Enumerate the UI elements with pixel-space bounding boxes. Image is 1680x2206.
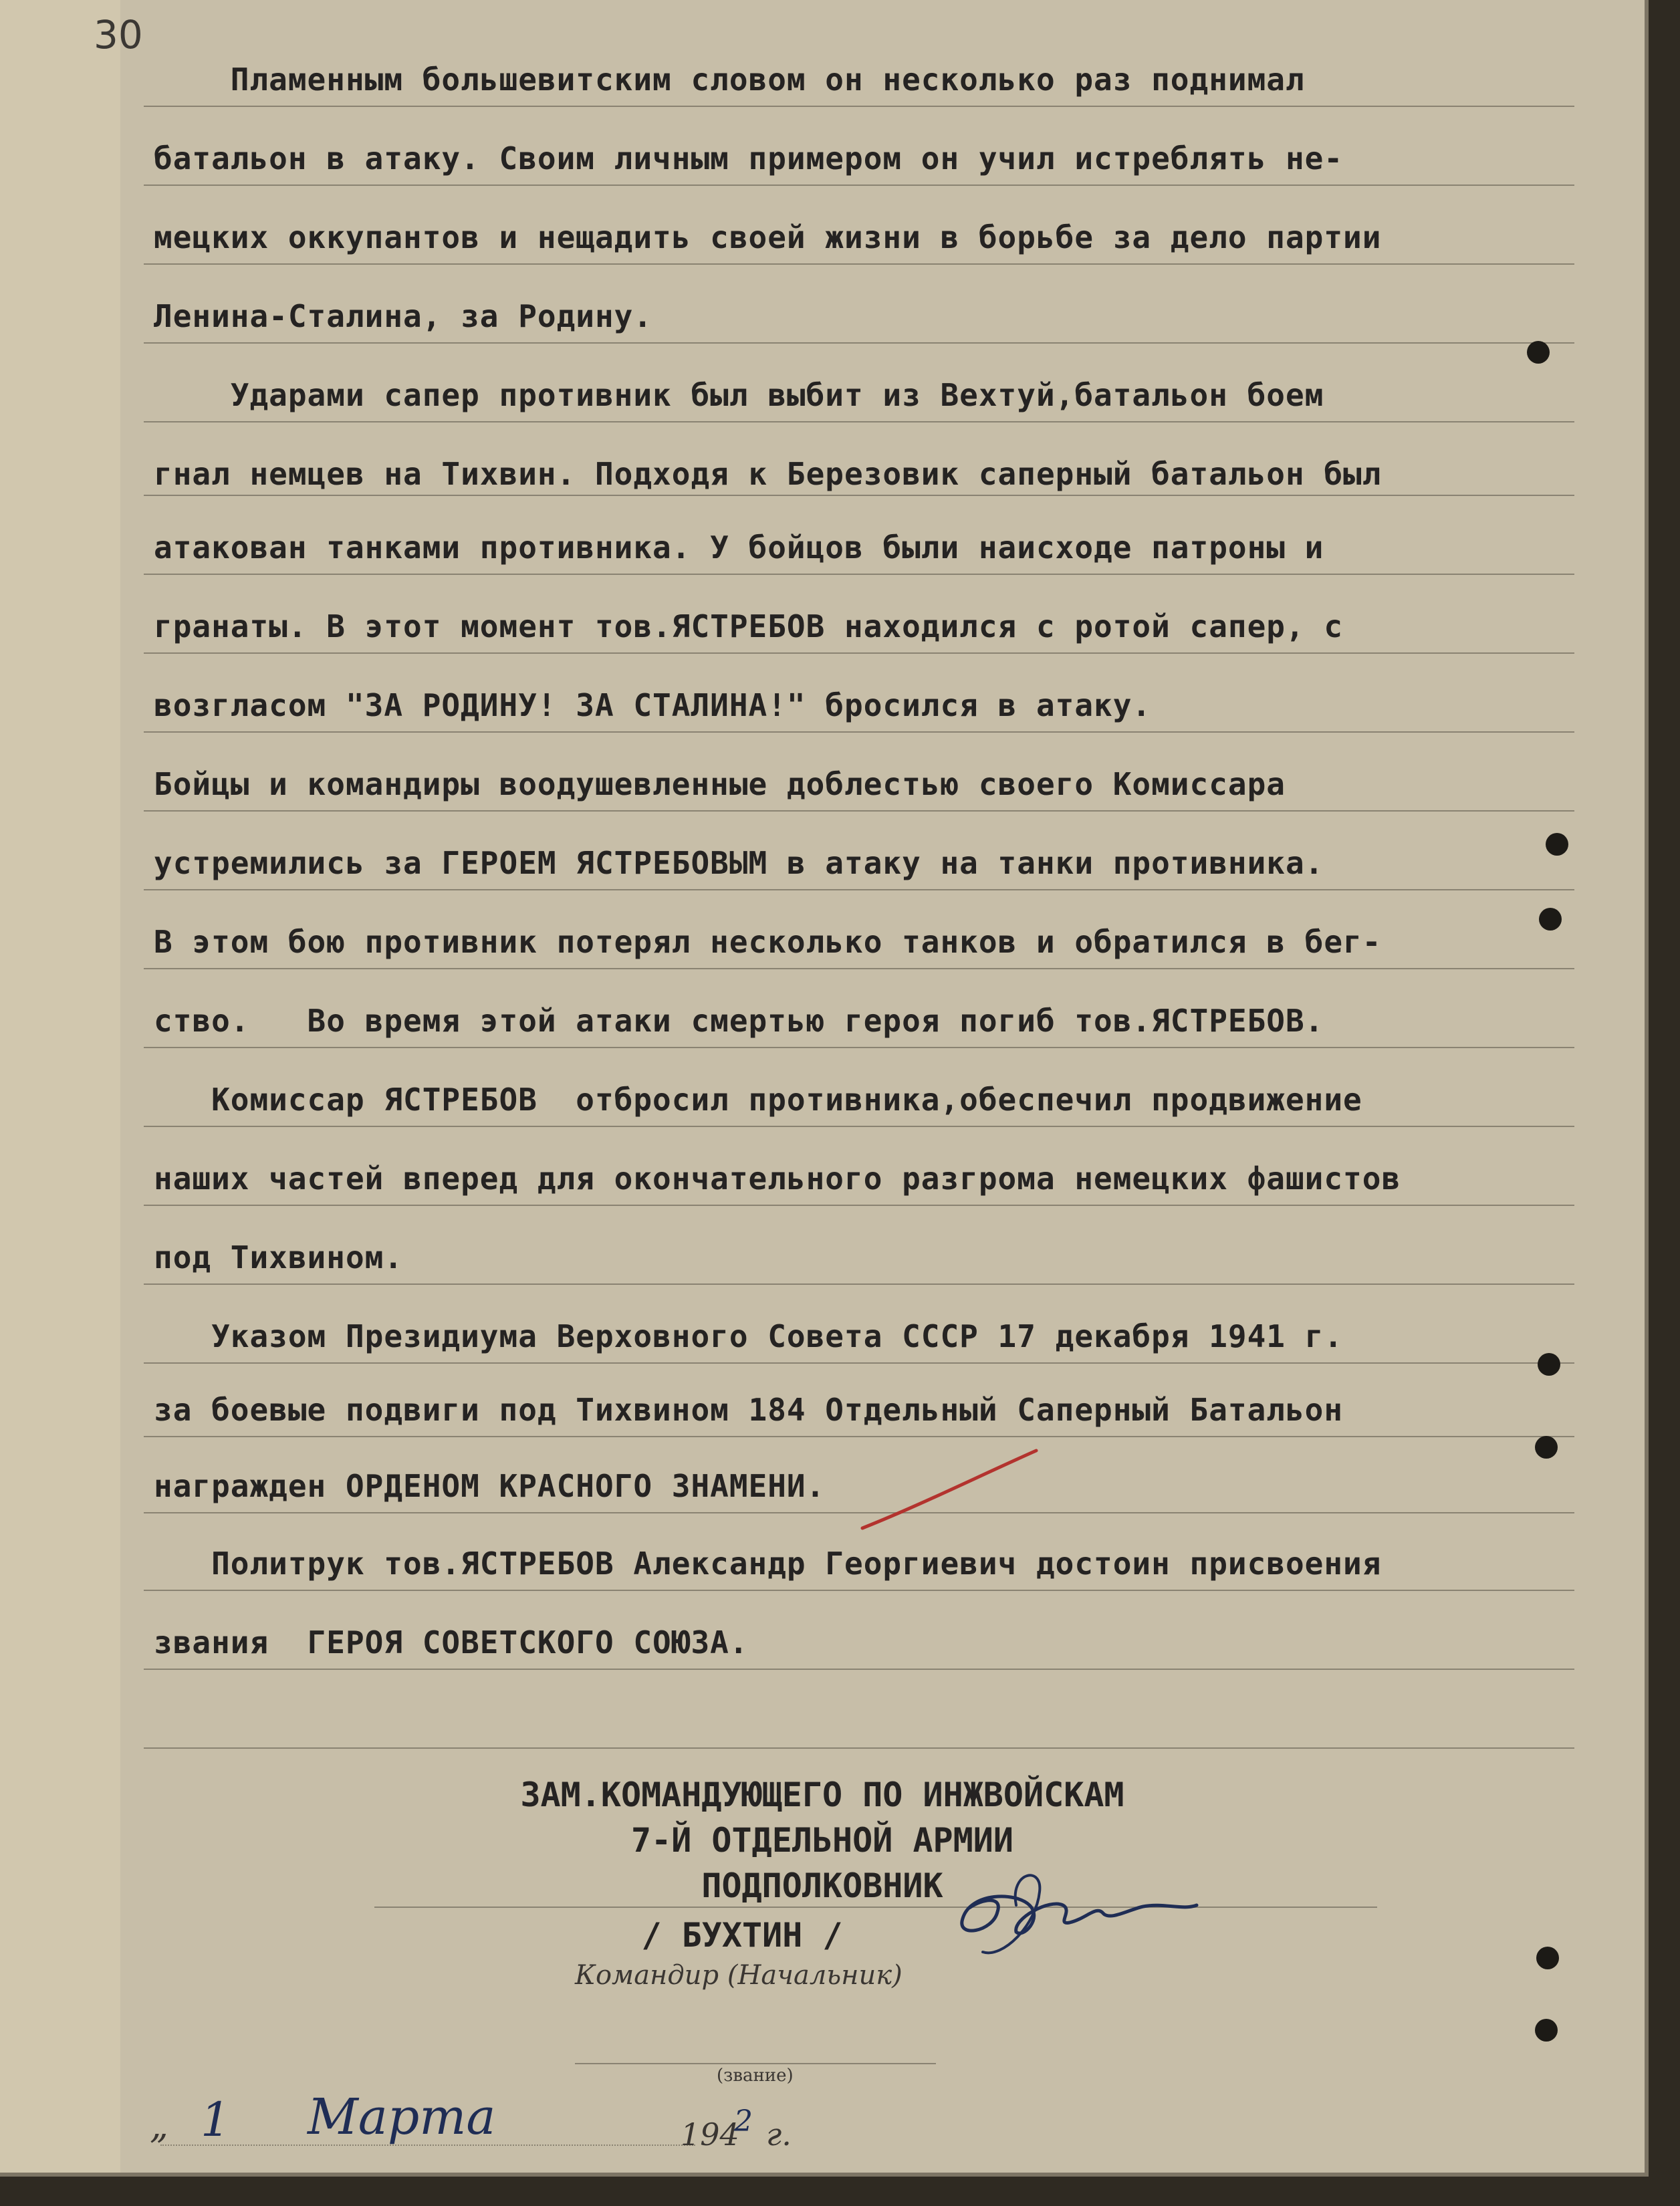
signatory-name: / БУХТИН / xyxy=(641,1916,843,1955)
text-line: за боевые подвиги под Тихвином 184 Отдельный Саперный Батальон xyxy=(154,1392,1344,1428)
red-pencil-mark xyxy=(862,1451,1036,1528)
signatory-rank: ПОДПОЛКОВНИК xyxy=(701,1866,943,1905)
punch-hole xyxy=(1536,1947,1559,1969)
punch-hole xyxy=(1527,341,1550,364)
date-year-digit: 2 xyxy=(734,2104,753,2138)
text-line: В этом бою противник потерял несколько танков и обратился в бег- xyxy=(154,924,1382,960)
text-line: наших частей вперед для окончательного разгрома немецких фашистов xyxy=(154,1160,1401,1197)
date-year-prefix: 194 xyxy=(681,2116,739,2153)
date-month: Марта xyxy=(308,2088,496,2146)
handwritten-signature xyxy=(962,1896,1197,1933)
punch-hole xyxy=(1546,833,1568,856)
rank-caption: (звание) xyxy=(717,2066,794,2086)
date-year-suffix: г. xyxy=(766,2116,792,2153)
punch-hole xyxy=(1538,1353,1560,1376)
text-line: Ленина-Сталина, за Родину. xyxy=(154,298,653,334)
text-line: Ударами сапер противник был выбит из Вехтуй,батальон боем xyxy=(154,377,1324,413)
text-line: гнал немцев на Тихвин. Подходя к Березовик саперный батальон был xyxy=(154,456,1382,492)
punch-hole xyxy=(1539,908,1562,931)
signatory-unit: 7-Й ОТДЕЛЬНОЙ АРМИИ xyxy=(631,1821,1013,1860)
text-line: возгласом "ЗА РОДИНУ! ЗА СТАЛИНА!" бросился в атаку. xyxy=(154,687,1152,723)
text-line: звания ГЕРОЯ СОВЕТСКОГО СОЮЗА. xyxy=(154,1624,749,1661)
text-line: устремились за ГЕРОЕМ ЯСТРЕБОВЫМ в атаку на танки противника. xyxy=(154,845,1324,881)
date-day: 1 xyxy=(201,2092,231,2147)
page-number: 30 xyxy=(94,12,143,57)
text-line: атакован танками противника. У бойцов были наисходе патроны и xyxy=(154,529,1324,566)
text-line: батальон в атаку. Своим личным примером он учил истреблять не- xyxy=(154,140,1344,176)
date-open-quote: „ xyxy=(150,2104,168,2147)
commander-caption: Командир (Начальник) xyxy=(575,1960,903,1991)
text-line: Указом Президиума Верховного Совета СССР 17 декабря 1941 г. xyxy=(154,1318,1344,1354)
text-line: гранаты. В этот момент тов.ЯСТРЕБОВ находился с ротой сапер, с xyxy=(154,608,1344,644)
punch-hole xyxy=(1535,2019,1558,2042)
punch-hole xyxy=(1535,1436,1558,1459)
text-line: под Тихвином. xyxy=(154,1239,404,1275)
text-line: Комиссар ЯСТРЕБОВ отбросил противника,обеспечил продвижение xyxy=(154,1082,1362,1118)
text-line: награжден ОРДЕНОМ КРАСНОГО ЗНАМЕНИ. xyxy=(154,1468,826,1504)
text-line: ство. Во время этой атаки смертью героя погиб тов.ЯСТРЕБОВ. xyxy=(154,1003,1324,1039)
text-line: мецких оккупантов и нещадить своей жизни в борьбе за дело партии xyxy=(154,219,1382,255)
text-line: Бойцы и командиры воодушевленные доблестью своего Комиссара xyxy=(154,766,1286,802)
text-line: Политрук тов.ЯСТРЕБОВ Александр Георгиевич достоин присвоения xyxy=(154,1546,1382,1582)
signatory-title: ЗАМ.КОМАНДУЮЩЕГО ПО ИНЖВОЙСКАМ xyxy=(520,1775,1124,1814)
text-line: Пламенным большевитским словом он несколько раз поднимал xyxy=(154,62,1305,98)
